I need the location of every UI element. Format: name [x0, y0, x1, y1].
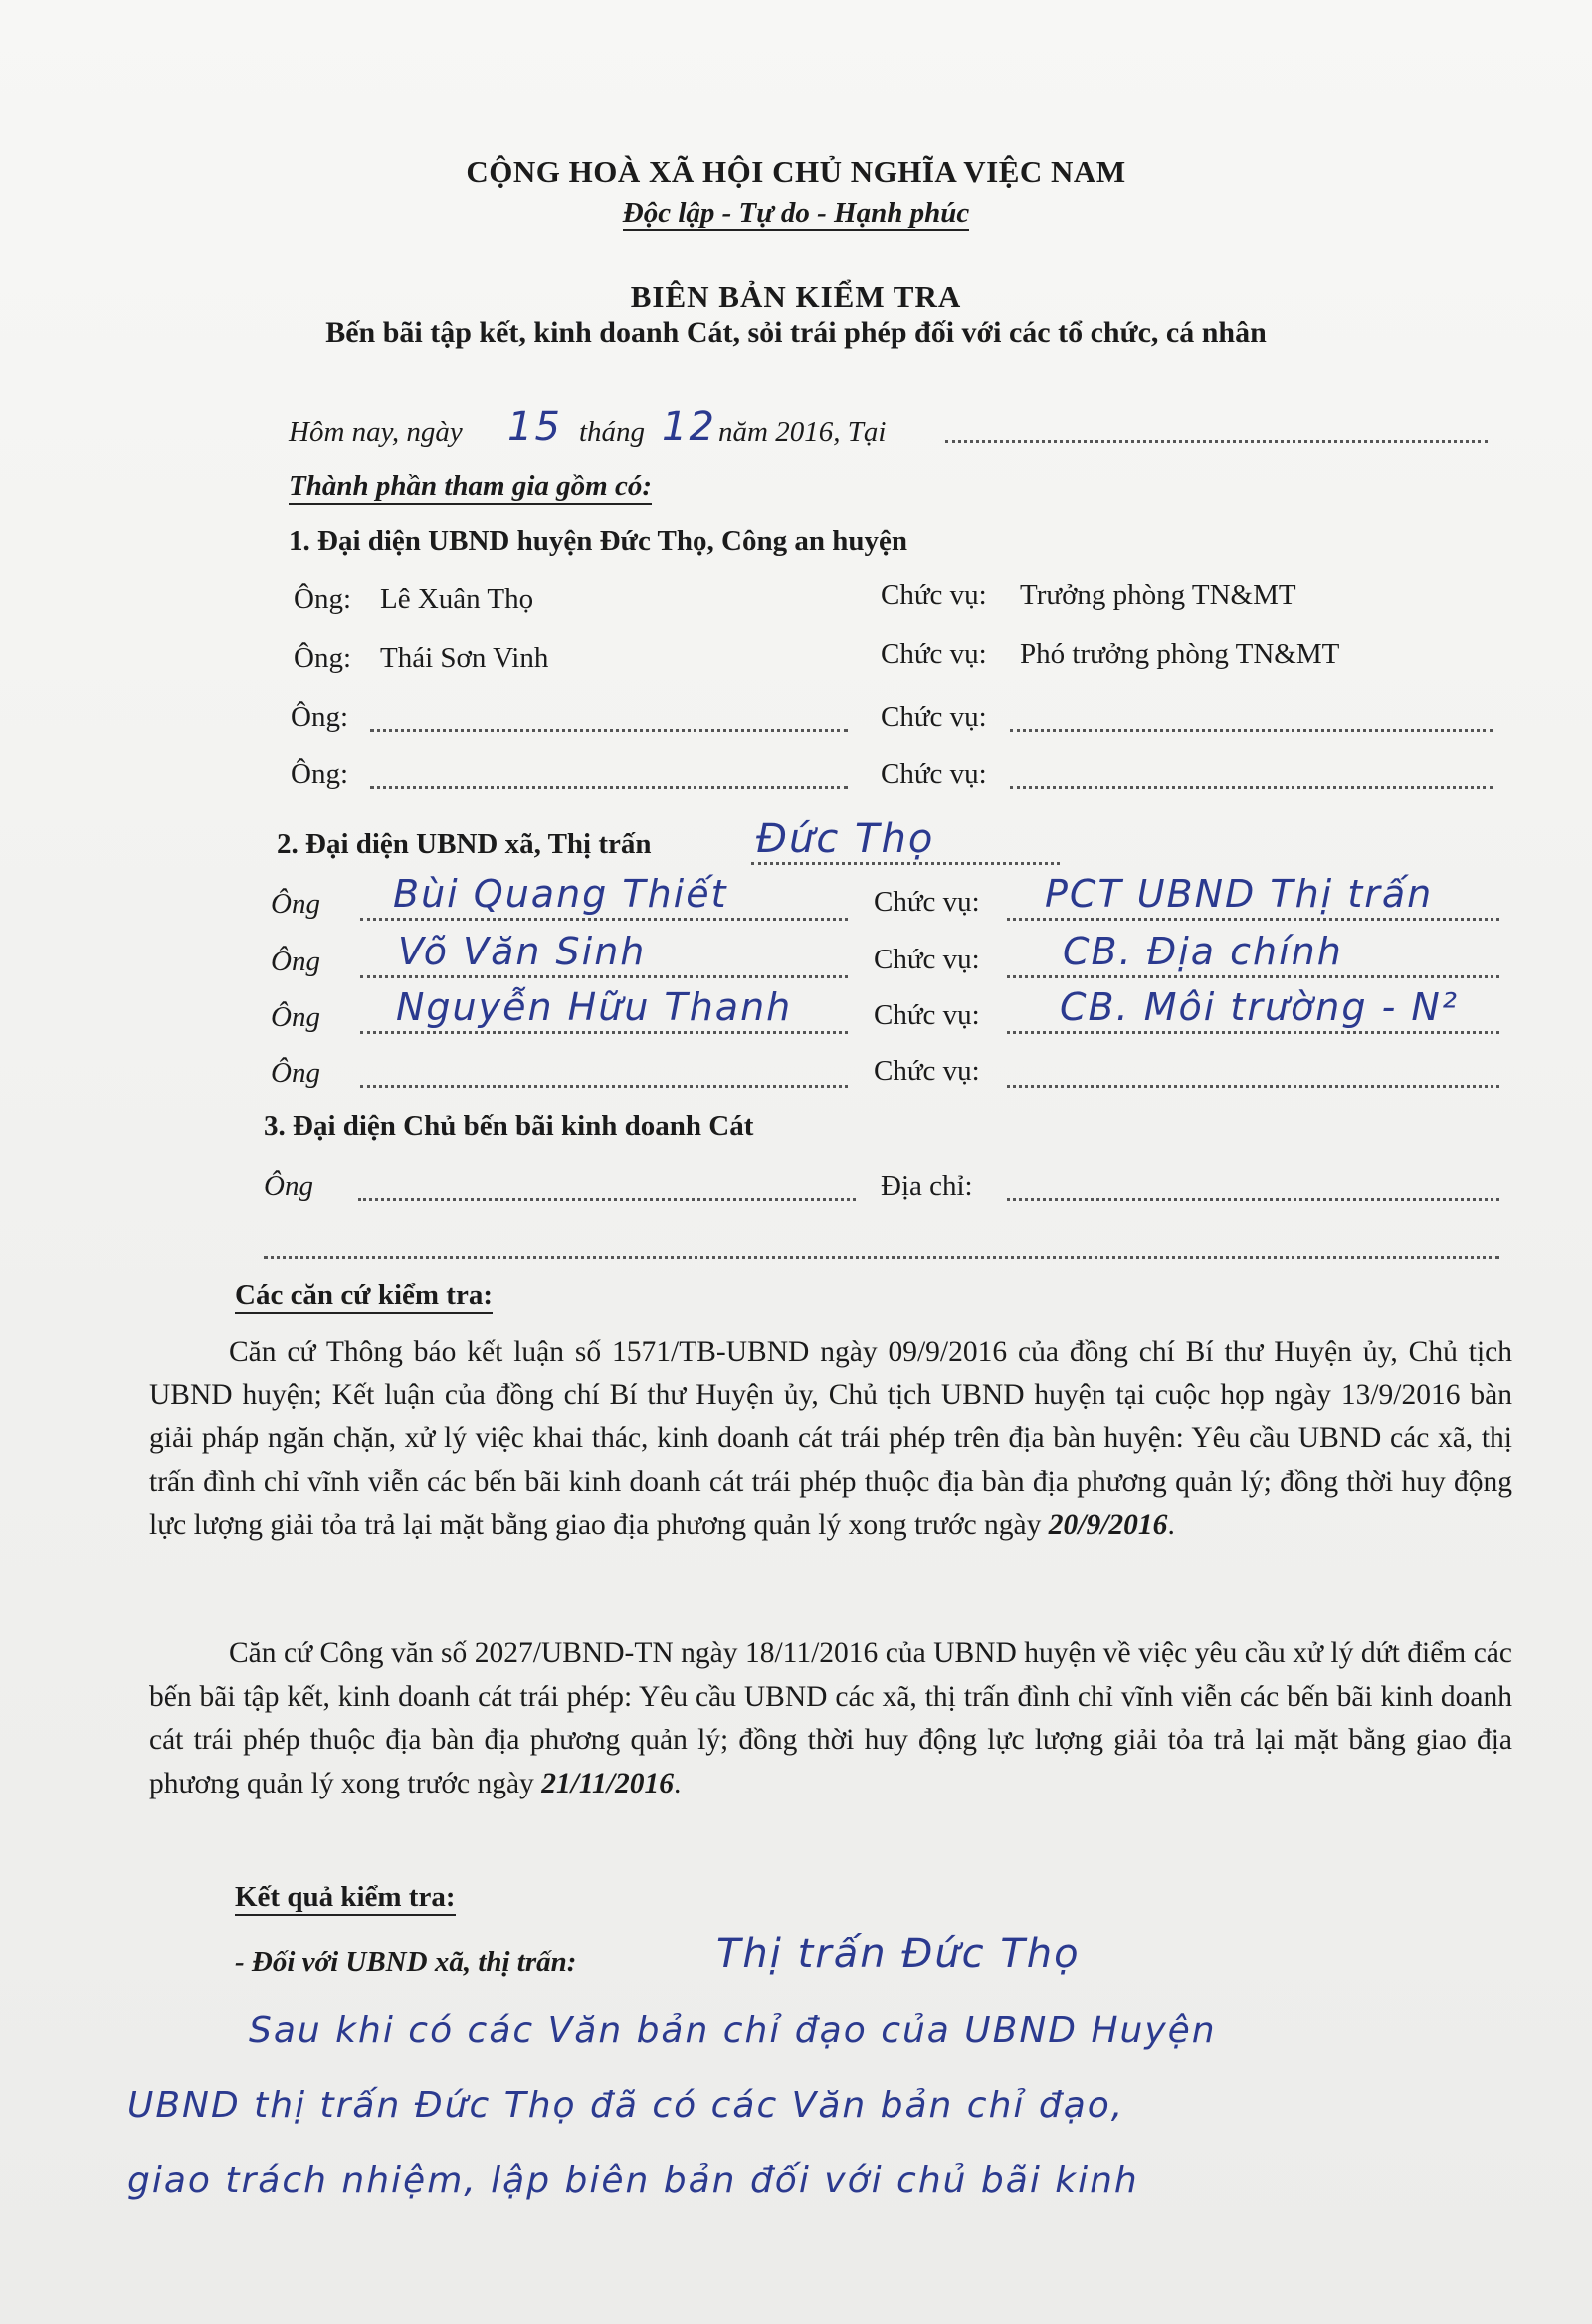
s1-member1-position: Trưởng phòng TN&MT	[1020, 579, 1296, 611]
s1-member4-pos-dots	[1010, 786, 1492, 789]
section1-heading: 1. Đại diện UBND huyện Đức Thọ, Công an huyện	[289, 526, 907, 557]
s2-place-dots	[751, 862, 1060, 865]
s2-member3-label: Ông	[271, 1001, 320, 1033]
s2-member3-pos-label: Chức vụ:	[874, 999, 980, 1031]
s2-member2-pos-dots	[1007, 975, 1499, 978]
motto-text: Độc lập - Tự do - Hạnh phúc	[622, 197, 970, 229]
s2-member1-pos-label: Chức vụ:	[874, 886, 980, 918]
basis-para2-date: 21/11/2016	[541, 1767, 674, 1799]
s1-member3-pos-label: Chức vụ:	[881, 701, 987, 733]
basis-paragraph-1: Căn cứ Thông báo kết luận số 1571/TB-UBND ngày 09/9/2016 của đồng chí Bí thư Huyện ủy, Chủ tịch UBND huyện; Kết luận của đồng chí Bí thư Huyện ủy, Chủ tịch UBND huyện tại cuộc họp ngày 13/9/2016 bàn giải pháp ngăn chặn, xử lý việc khai thác, kinh doanh cát trái phép trên địa bàn huyện: Yêu cầu UBND các xã, thị trấn đình chỉ vĩnh viễn các bến bãi kinh doanh cát trái phép thuộc địa bàn địa phương quản lý; đồng thời huy động lực lượng giải tỏa trả lại mặt bằng giao địa phương quản lý xong trước ngày 20/9/2016.	[149, 1336, 1512, 1541]
section3-heading: 3. Đại diện Chủ bến bãi kinh doanh Cát	[264, 1110, 754, 1142]
s1-member2-position: Phó trưởng phòng TN&MT	[1020, 638, 1340, 670]
s3-address-label: Địa chỉ:	[881, 1170, 973, 1202]
s1-member3-label: Ông:	[291, 701, 348, 733]
s2-member2-dots	[360, 975, 848, 978]
s2-member4-pos-dots	[1007, 1085, 1499, 1088]
participants-heading: Thành phần tham gia gồm có:	[289, 470, 652, 505]
s2-member3-dots	[360, 1031, 848, 1034]
s1-member4-name-dots	[370, 786, 848, 789]
s2-member1-label: Ông	[271, 888, 320, 920]
document-subtitle: Bến bãi tập kết, kinh doanh Cát, sỏi trái phép đối với các tổ chức, cá nhân	[325, 317, 1267, 349]
s2-place-handwritten: Đức Thọ	[756, 816, 935, 862]
s2-member2-position: CB. Địa chính	[1063, 930, 1343, 973]
national-motto	[0, 197, 1592, 230]
s2-member4-pos-label: Chức vụ:	[874, 1055, 980, 1087]
result-commune-label: - Đối với UBND xã, thị trấn:	[235, 1946, 577, 1978]
s1-member3-name-dots	[370, 729, 848, 732]
date-location-dots	[945, 440, 1488, 443]
s1-member2-label: Ông:	[294, 642, 351, 674]
result-handwritten-line-1: Sau khi có các Văn bản chỉ đạo của UBND Huyện	[249, 2010, 1217, 2051]
basis-para1-date: 20/9/2016	[1048, 1509, 1168, 1541]
date-prefix: Hôm nay, ngày	[289, 416, 463, 448]
s2-member1-name: Bùi Quang Thiết	[393, 872, 728, 916]
s2-member1-pos-dots	[1007, 918, 1499, 921]
basis-paragraph-2: Căn cứ Công văn số 2027/UBND-TN ngày 18/11/2016 của UBND huyện về việc yêu cầu xử lý dứt điểm các bến bãi tập kết, kinh doanh cát trái phép: Yêu cầu UBND các xã, thị trấn đình chỉ vĩnh viễn các bến bãi kinh doanh cát trái phép thuộc địa bàn địa phương quản lý; đồng thời huy động lực lượng giải tỏa trả lại mặt bằng giao địa phương quản lý xong trước ngày 21/11/2016.	[149, 1637, 1512, 1799]
s1-member1-label: Ông:	[294, 583, 351, 615]
s2-member1-dots	[360, 918, 848, 921]
s3-address-dots	[1007, 1198, 1499, 1201]
s2-member3-pos-dots	[1007, 1031, 1499, 1034]
date-month-label: tháng	[579, 416, 646, 448]
basis-heading: Các căn cứ kiểm tra:	[235, 1279, 493, 1314]
basis-para2-text: Căn cứ Công văn số 2027/UBND-TN ngày 18/11/2016 của UBND huyện về việc yêu cầu xử lý dứt điểm các bến bãi tập kết, kinh doanh cát trái phép: Yêu cầu UBND các xã, thị trấn đình chỉ vĩnh viễn các bến bãi kinh doanh cát trái phép thuộc địa bàn địa phương quản lý; đồng thời huy động lực lượng giải tỏa trả lại mặt bằng giao địa phương quản lý xong trước ngày	[149, 1637, 1512, 1799]
date-day: 15	[507, 404, 562, 450]
s3-owner-label: Ông	[264, 1170, 313, 1202]
s2-member4-dots	[360, 1085, 848, 1088]
s3-owner-dots	[358, 1198, 856, 1201]
s2-member1-position: PCT UBND Thị trấn	[1045, 872, 1434, 916]
document-title: BIÊN BẢN KIỂM TRA	[630, 279, 962, 314]
s3-extra-dots	[264, 1256, 1499, 1259]
result-commune-handwritten: Thị trấn Đức Thọ	[716, 1931, 1081, 1977]
s1-member1-pos-label: Chức vụ:	[881, 579, 987, 611]
section2-heading: 2. Đại diện UBND xã, Thị trấn	[277, 828, 652, 860]
s1-member2-pos-label: Chức vụ:	[881, 638, 987, 670]
s2-member4-label: Ông	[271, 1057, 320, 1089]
s1-member3-pos-dots	[1010, 729, 1492, 732]
result-handwritten-line-2: UBND thị trấn Đức Thọ đã có các Văn bản chỉ đạo,	[127, 2085, 1125, 2126]
s1-member4-label: Ông:	[291, 758, 348, 790]
date-year-label: năm 2016, Tại	[718, 416, 887, 448]
national-title: CỘNG HOÀ XÃ HỘI CHỦ NGHĨA VIỆC NAM	[466, 154, 1126, 189]
s1-member4-pos-label: Chức vụ:	[881, 758, 987, 790]
basis-para1-text: Căn cứ Thông báo kết luận số 1571/TB-UBND ngày 09/9/2016 của đồng chí Bí thư Huyện ủy, Chủ tịch UBND huyện; Kết luận của đồng chí Bí thư Huyện ủy, Chủ tịch UBND huyện tại cuộc họp ngày 13/9/2016 bàn giải pháp ngăn chặn, xử lý việc khai thác, kinh doanh cát trái phép trên địa bàn huyện: Yêu cầu UBND các xã, thị trấn đình chỉ vĩnh viễn các bến bãi kinh doanh cát trái phép thuộc địa bàn địa phương quản lý; đồng thời huy động lực lượng giải tỏa trả lại mặt bằng giao địa phương quản lý xong trước ngày	[149, 1336, 1512, 1541]
s2-member2-pos-label: Chức vụ:	[874, 944, 980, 975]
s2-member3-position: CB. Môi trường - N²	[1060, 985, 1460, 1029]
s2-member2-label: Ông	[271, 946, 320, 977]
s1-member2-name: Thái Sơn Vinh	[380, 642, 549, 674]
result-heading: Kết quả kiểm tra:	[235, 1881, 456, 1916]
date-month: 12	[662, 404, 716, 450]
s2-member3-name: Nguyễn Hữu Thanh	[396, 985, 793, 1029]
s1-member1-name: Lê Xuân Thọ	[380, 583, 534, 615]
result-handwritten-line-3: giao trách nhiệm, lập biên bản đối với chủ bãi kinh	[127, 2160, 1139, 2201]
s2-member2-name: Võ Văn Sinh	[398, 930, 647, 973]
